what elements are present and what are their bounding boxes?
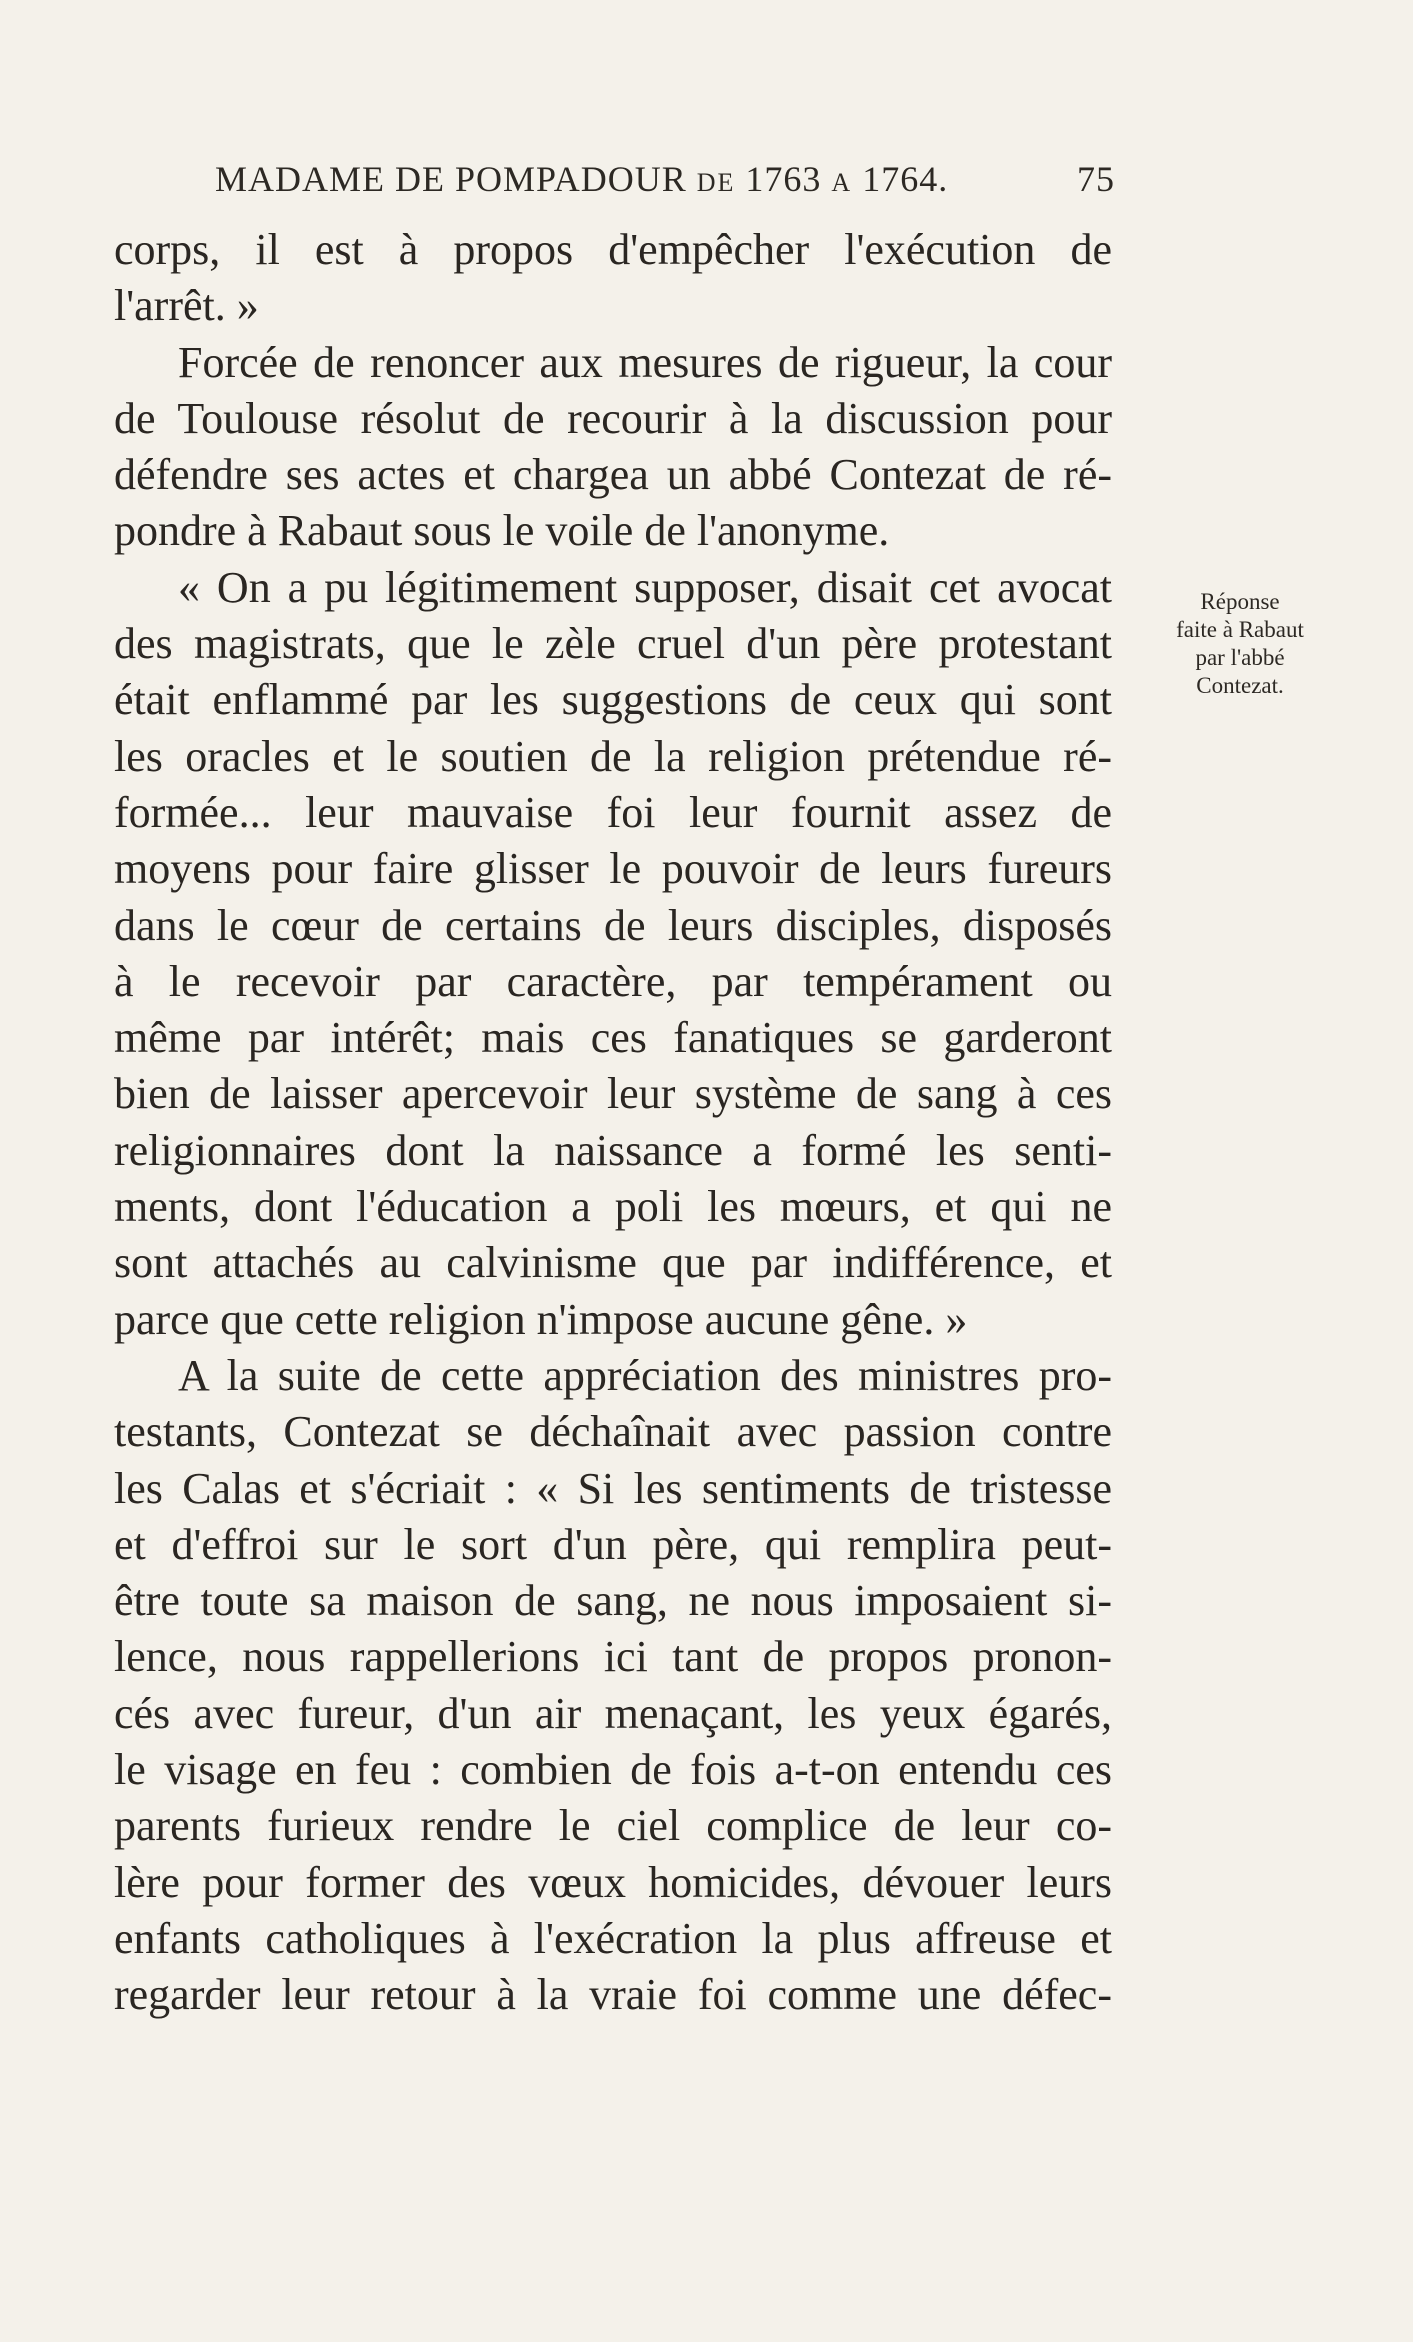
running-title-year-start: 1763 [735, 159, 832, 199]
text-line: ments, dont l'éducation a poli les mœurs, et qui ne [114, 1182, 1112, 1232]
margin-note-line: Réponse [1200, 589, 1280, 614]
paragraph-start-line: A la suite de cette appréciation des ministres pro- [178, 1350, 1112, 1400]
text-line: moyens pour faire glisser le pouvoir de leurs fureurs [114, 844, 1112, 894]
body-text [114, 222, 1112, 2024]
text-line: parce que cette religion n'impose aucune gêne. » [114, 1294, 968, 1344]
page-number: 75 [1077, 159, 1115, 199]
text-line: dans le cœur de certains de leurs disciples, disposés [114, 900, 1112, 950]
margin-note-line: par l'abbé [1195, 645, 1285, 670]
running-title-prefix: MADAME DE POMPADOUR [215, 159, 697, 199]
text-line: lère pour former des vœux homicides, dévouer leurs [114, 1857, 1112, 1907]
running-title [215, 158, 948, 200]
text-line: de Toulouse résolut de recourir à la discussion pour [114, 393, 1112, 443]
running-head [215, 158, 1115, 210]
text-line: regarder leur retour à la vraie foi comme une défec- [114, 1970, 1112, 2020]
text-line: religionnaires dont la naissance a formé les senti- [114, 1125, 1112, 1175]
text-line: sont attachés au calvinisme que par indifférence, et [114, 1238, 1112, 1288]
text-line: formée... leur mauvaise foi leur fournit assez de [114, 787, 1112, 837]
margin-note-line: faite à Rabaut [1176, 617, 1304, 642]
margin-note-line: Contezat. [1196, 673, 1284, 698]
text-line: à le recevoir par caractère, par tempérament ou [114, 956, 1112, 1006]
text-line: était enflammé par les suggestions de ceux qui sont [114, 675, 1112, 725]
text-line: les Calas et s'écriait : « Si les sentiments de tristesse [114, 1463, 1112, 1513]
text-line: pondre à Rabaut sous le voile de l'anonyme. [114, 506, 890, 556]
text-line: les oracles et le soutien de la religion prétendue ré- [114, 731, 1112, 781]
text-line: enfants catholiques à l'exécration la plus affreuse et [114, 1913, 1112, 1963]
text-line: lence, nous rappellerions ici tant de propos pronon- [114, 1632, 1112, 1682]
text-line: corps, il est à propos d'empêcher l'exécution de [114, 225, 1112, 274]
text-line: l'arrêt. » [114, 281, 259, 331]
paragraph-start-line: « On a pu légitimement supposer, disait cet avocat [178, 562, 1112, 612]
text-line: et d'effroi sur le sort d'un père, qui remplira peut- [114, 1519, 1112, 1569]
text-line: même par intérêt; mais ces fanatiques se garderont [114, 1013, 1112, 1063]
text-line: défendre ses actes et chargea un abbé Contezat de ré- [114, 450, 1112, 500]
text-line: le visage en feu : combien de fois a-t-on entendu ces [114, 1745, 1112, 1795]
paragraph-start-line: Forcée de renoncer aux mesures de rigueur, la cour [178, 337, 1112, 387]
margin-note [1140, 588, 1340, 700]
text-line: être toute sa maison de sang, ne nous imposaient si- [114, 1576, 1112, 1626]
text-line: testants, Contezat se déchaînait avec passion contre [114, 1407, 1112, 1457]
running-title-de: DE [696, 168, 736, 197]
text-line: des magistrats, que le zèle cruel d'un père protestant [114, 619, 1112, 669]
text-line: bien de laisser apercevoir leur système de sang à ces [114, 1069, 1112, 1119]
running-title-a: A [831, 168, 853, 197]
text-line: cés avec fureur, d'un air menaçant, les yeux égarés, [114, 1688, 1112, 1738]
text-line: parents furieux rendre le ciel complice de leur co- [114, 1801, 1112, 1851]
running-title-year-end: 1764. [852, 159, 949, 199]
